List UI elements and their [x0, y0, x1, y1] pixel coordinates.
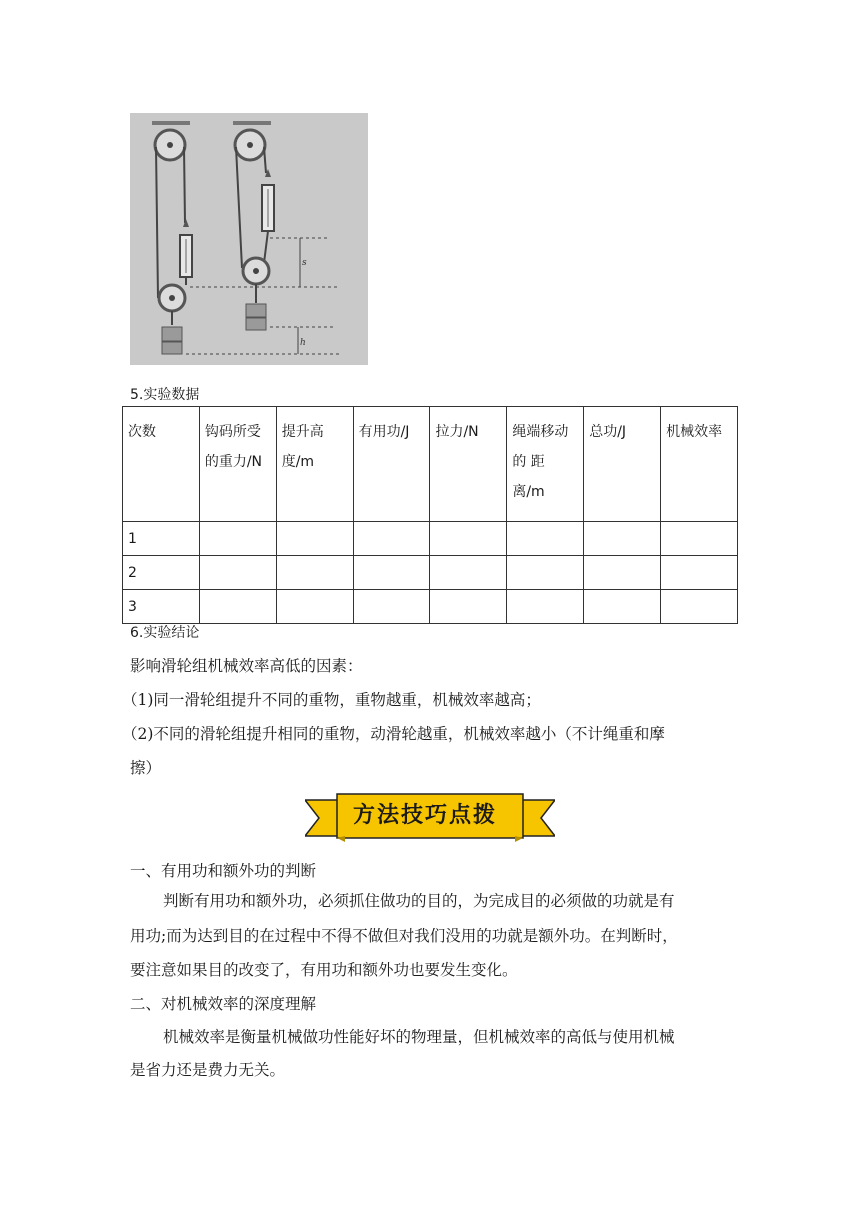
conclusion-item-1: （1)同一滑轮组提升不同的重物，重物越重，机械效率越高； [122, 691, 541, 709]
tip-paragraph-2: 机械效率是衡量机械做功性能好坏的物理量，但机械效率的高低与使用机械 [163, 1028, 675, 1046]
weight-left [162, 327, 182, 341]
pulley-experiment-photo [130, 113, 368, 365]
table-row [123, 556, 738, 590]
trial-number: 2 [123, 556, 200, 590]
trial-number: 3 [123, 590, 200, 624]
tip-heading-2: 二、对机械效率的深度理解 [130, 995, 317, 1013]
table-header-cell: 次数 [123, 407, 200, 522]
tip-paragraph-1-cont: 要注意如果目的改变了，有用功和额外功也要发生变化。 [130, 961, 518, 979]
table-header-cell: 有用功/J [353, 407, 430, 522]
table-header-cell: 机械效率 [661, 407, 738, 522]
table-header-cell: 提升高度/m [276, 407, 353, 522]
table-header-cell: 钩码所受的重力/N [199, 407, 276, 522]
table-row [123, 522, 738, 556]
table-header-cell: 总功/J [584, 407, 661, 522]
tip-paragraph-1-cont: 用功;而为达到目的在过程中不得不做但对我们没用的功就是额外功。在判断时， [130, 927, 678, 945]
tip-paragraph-1: 判断有用功和额外功，必须抓住做功的目的，为完成目的必须做的功就是有 [163, 892, 675, 910]
tip-paragraph-2-cont: 是省力还是费力无关。 [130, 1061, 286, 1079]
conclusion-intro: 影响滑轮组机械效率高低的因素： [130, 657, 363, 675]
trial-number: 1 [123, 522, 200, 556]
table-header-cell: 绳端移动的 距 离/m [507, 407, 584, 522]
conclusion-item-2: （2)不同的滑轮组提升相同的重物，动滑轮越重，机械效率越小（不计绳重和摩 [122, 725, 665, 743]
label-h: h [300, 338, 306, 348]
label-s: s [302, 258, 307, 268]
table-header-cell: 拉力/N [430, 407, 507, 522]
section6-title: 6.实验结论 [130, 625, 200, 641]
section5-title: 5.实验数据 [130, 387, 200, 403]
conclusion-item-2-cont: 擦） [130, 759, 162, 777]
experiment-data-table [122, 406, 738, 624]
weight-right [246, 304, 266, 317]
table-header-row [123, 407, 738, 522]
banner-title: 方法技巧点拨 [352, 802, 497, 828]
tip-heading-1: 一、有用功和额外功的判断 [130, 862, 317, 880]
table-row [123, 590, 738, 624]
